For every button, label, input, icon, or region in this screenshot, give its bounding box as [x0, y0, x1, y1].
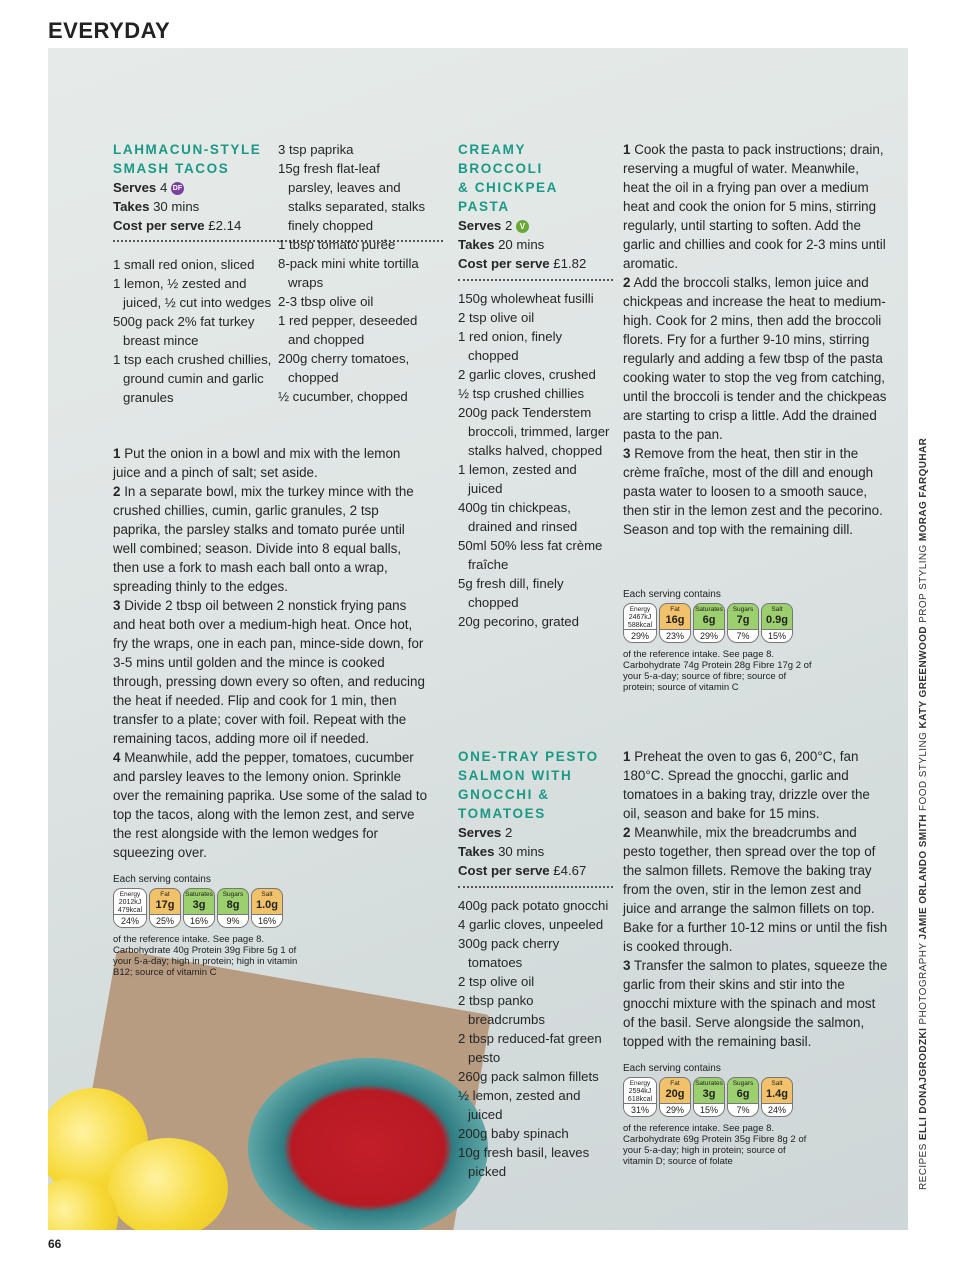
recipe-title: & CHICKPEA PASTA [458, 180, 558, 214]
nutrition-label [623, 1077, 818, 1117]
takes: Takes 30 mins [113, 199, 200, 214]
serves: Serves 4 DF [113, 180, 183, 195]
ingredient: 1 tbsp tomato purée [278, 237, 396, 252]
recipe-title: SMASH TACOS [113, 161, 230, 176]
ingredient: 8-pack mini white tortilla wraps [278, 256, 419, 290]
takes: Takes 30 mins [458, 844, 545, 859]
takes: Takes 20 mins [458, 237, 545, 252]
ingredient: 15g fresh flat-leaf parsley, leaves and stalks separated, stalks finely chopped [278, 161, 426, 233]
method-step: 4 Meanwhile, add the pepper, tomatoes, cucumber and parsley leaves to the lemony onion. Sprinkle over the remaining paprika. Use some of the salad to top the tacos, along with the lemon zest, and serve the rest alongside with the lemon wedges for squeezing over. [113, 750, 428, 860]
photo-credits: RECIPES ELLI DONAJGRODZKI PHOTOGRAPHY JAMIE ORLANDO SMITH FOOD STYLING KATY GREENWOOD PROP STYLING MORAG FARQUHAR [918, 437, 929, 1190]
ingredient: 200g cherry tomatoes, chopped [278, 351, 410, 385]
recipe-title: LAHMACUN-STYLE [113, 142, 262, 157]
recipe-panel [48, 48, 908, 1230]
method-step: 1 Preheat the oven to gas 6, 200°C, fan 180°C. Spread the gnocchi, garlic and tomatoes in a baking tray, drizzle over the oil, season and bake for 15 mins. [623, 749, 870, 821]
nutrition-note: of the reference intake. See page 8. Carbohydrate 69g Protein 35g Fibre 8g 2 of your 5-a-day; high in protein; source of vitamin D; source of folate [623, 1123, 807, 1167]
recipe1-nutrition [113, 874, 308, 978]
recipe3-header [458, 747, 613, 1181]
salt-cell: Salt 1.4g 24% [761, 1077, 793, 1117]
recipe-title: TOMATOES [458, 806, 546, 821]
divider [458, 886, 613, 888]
ingredient: 300g pack cherry tomatoes [458, 936, 560, 970]
salt-cell: Salt 0.9g 15% [761, 603, 793, 643]
recipe-title: ONE-TRAY PESTO [458, 749, 599, 764]
nutrition-heading: Each serving contains [623, 1063, 721, 1074]
recipe-title: SALMON WITH [458, 768, 573, 783]
ingredient: 2 garlic cloves, crushed [458, 367, 596, 382]
recipe3-nutrition [623, 1063, 818, 1167]
method-step: 2 In a separate bowl, mix the turkey mince with the crushed chillies, cumin, garlic granules, 2 tsp paprika, the parsley stalks and tomato purée until well combined; season. Divide into 8 equal balls, then use a fork to mash each ball onto a wrap, spreading thinly to the edges. [113, 484, 414, 594]
ingredient: 260g pack salmon fillets [458, 1069, 599, 1084]
recipe1-ingredients-b [278, 140, 426, 406]
recipe1-ingredients-a [113, 255, 273, 407]
recipe2-nutrition [623, 589, 818, 693]
ingredient: 2 tbsp panko breadcrumbs [458, 993, 545, 1027]
ingredient: 150g wholewheat fusilli [458, 291, 594, 306]
fat-cell: Fat 16g 23% [659, 603, 691, 643]
lemon-wedge-image [108, 1138, 228, 1230]
serves: Serves 2 V [458, 216, 613, 235]
recipe-title: GNOCCHI & [458, 787, 550, 802]
method-step: 3 Remove from the heat, then stir in the crème fraîche, most of the dill and enough pasta water to loosen to a smooth sauce, then stir in the lemon zest and the pecorino. Season and top with the remaining dill. [623, 446, 883, 537]
nutrition-heading: Each serving contains [113, 874, 211, 885]
ingredient: 1 small red onion, sliced [113, 257, 255, 272]
nutrition-label [113, 888, 308, 928]
saturates-cell: Saturates 3g 16% [183, 888, 215, 928]
recipe2-method [623, 140, 888, 539]
dairy-free-badge: DF [171, 182, 184, 195]
ingredient: 400g tin chickpeas, drained and rinsed [458, 500, 578, 534]
cost-per-serve: Cost per serve £1.82 [458, 256, 587, 271]
nutrition-label [623, 603, 818, 643]
ingredient: 1 tsp each crushed chillies, ground cumin and garlic granules [113, 352, 272, 405]
serves: Serves 2 [458, 825, 513, 840]
saturates-cell: Saturates 6g 29% [693, 603, 725, 643]
ingredient: 1 red onion, finely chopped [458, 329, 563, 363]
sugars-cell: Sugars 6g 7% [727, 1077, 759, 1117]
ingredient: 500g pack 2% fat turkey breast mince [113, 314, 255, 348]
nutrition-note: of the reference intake. See page 8. Carbohydrate 74g Protein 28g Fibre 17g 2 of your 5-a-day; source of fibre; source of protein; source of vitamin C [623, 649, 812, 693]
recipe3-method [623, 747, 888, 1051]
page-number: 66 [48, 1237, 62, 1251]
fat-cell: Fat 17g 25% [149, 888, 181, 928]
ingredient: ½ lemon, zested and juiced [458, 1088, 581, 1122]
ingredient: 5g fresh dill, finely chopped [458, 576, 564, 610]
energy-cell: Energy 2467kJ 588kcal 29% [623, 603, 657, 643]
recipe1-header [113, 140, 268, 235]
method-step: 1 Put the onion in a bowl and mix with the lemon juice and a pinch of salt; set aside. [113, 446, 401, 480]
ingredient: 10g fresh basil, leaves picked [458, 1145, 590, 1179]
ingredient: 2 tsp olive oil [458, 974, 535, 989]
sugars-cell: Sugars 7g 7% [727, 603, 759, 643]
method-step: 2 Add the broccoli stalks, lemon juice and chickpeas and increase the heat to medium-high. Cook for 2 mins, then add the broccoli florets. Fry for a further 9-10 mins, stirring regularly and adding a few tbsp of the pasta cooking water to stop the veg from catching, until the broccoli is tender and the chickpeas are starting to crisp a little. Add the drained pasta to the pan. [623, 275, 887, 442]
ingredient: 20g pecorino, grated [458, 614, 579, 629]
cost-per-serve: Cost per serve £2.14 [113, 218, 242, 233]
cost-per-serve: Cost per serve £4.67 [458, 863, 587, 878]
ingredient: 400g pack potato gnocchi [458, 898, 609, 913]
ingredient: 1 lemon, ½ zested and juiced, ½ cut into wedges [113, 276, 272, 310]
ingredient: 2 tsp olive oil [458, 310, 535, 325]
ingredient: 4 garlic cloves, unpeeled [458, 917, 604, 932]
ingredient: 2 tbsp reduced-fat green pesto [458, 1031, 602, 1065]
method-step: 2 Meanwhile, mix the breadcrumbs and pesto together, then spread over the top of the salmon fillets. Remove the baking tray from the oven, stir in the lemon zest and juice and arrange the salmon fillets on top. Bake for a further 10-12 mins or until the fish is cooked through. [623, 825, 888, 954]
nutrition-heading: Each serving contains [623, 589, 721, 600]
ingredient: 2-3 tbsp olive oil [278, 294, 374, 309]
salt-cell: Salt 1.0g 16% [251, 888, 283, 928]
method-step: 1 Cook the pasta to pack instructions; drain, reserving a mugful of water. Meanwhile, heat the oil in a frying pan over a medium heat and cook the onion for 5 mins, stirring regularly, until starting to soften. Add the garlic and chillies and cook for 2-3 mins until aromatic. [623, 142, 886, 271]
divider [458, 279, 613, 281]
ingredient: ½ cucumber, chopped [278, 389, 408, 404]
method-step: 3 Divide 2 tbsp oil between 2 nonstick frying pans and heat both over a medium-high heat. Once hot, fry the wraps, one in each pan, mince-side down, for 3-5 mins until golden and the mince is cooked through, pressing down every so often, and reducing the heat if needed. Flip and cook for 1 min, then transfer to a plate; cover with foil. Repeat with the remaining tacos, adding more oil if needed. [113, 598, 425, 746]
ingredient: 1 lemon, zested and juiced [458, 462, 577, 496]
ingredient: 3 tsp paprika [278, 142, 354, 157]
sugars-cell: Sugars 8g 9% [217, 888, 249, 928]
ingredient: 50ml 50% less fat crème fraîche [458, 538, 603, 572]
ingredient: 200g pack Tenderstem broccoli, trimmed, larger stalks halved, chopped [458, 405, 610, 458]
recipe2-header [458, 140, 613, 631]
section-title: EVERYDAY [48, 18, 171, 43]
paprika-bowl-image [248, 1058, 488, 1230]
fat-cell: Fat 20g 29% [659, 1077, 691, 1117]
recipe1-method [113, 444, 428, 862]
saturates-cell: Saturates 3g 15% [693, 1077, 725, 1117]
method-step: 3 Transfer the salmon to plates, squeeze the garlic from their skins and stir into the gnocchi mixture with the spinach and most of the basil. Serve alongside the salmon, topped with the remaining basil. [623, 958, 888, 1049]
ingredient: ½ tsp crushed chillies [458, 386, 585, 401]
ingredient: 1 red pepper, deseeded and chopped [278, 313, 418, 347]
recipe-title: CREAMY BROCCOLI [458, 142, 543, 176]
ingredient: 200g baby spinach [458, 1126, 569, 1141]
energy-cell: Energy 2594kJ 618kcal 31% [623, 1077, 657, 1117]
energy-cell: Energy 2012kJ 479kcal 24% [113, 888, 147, 928]
nutrition-note: of the reference intake. See page 8. Carbohydrate 40g Protein 39g Fibre 5g 1 of your 5-a-day; high in protein; high in vitamin B12; source of vitamin C [113, 934, 298, 978]
vegetarian-badge: V [516, 220, 529, 233]
